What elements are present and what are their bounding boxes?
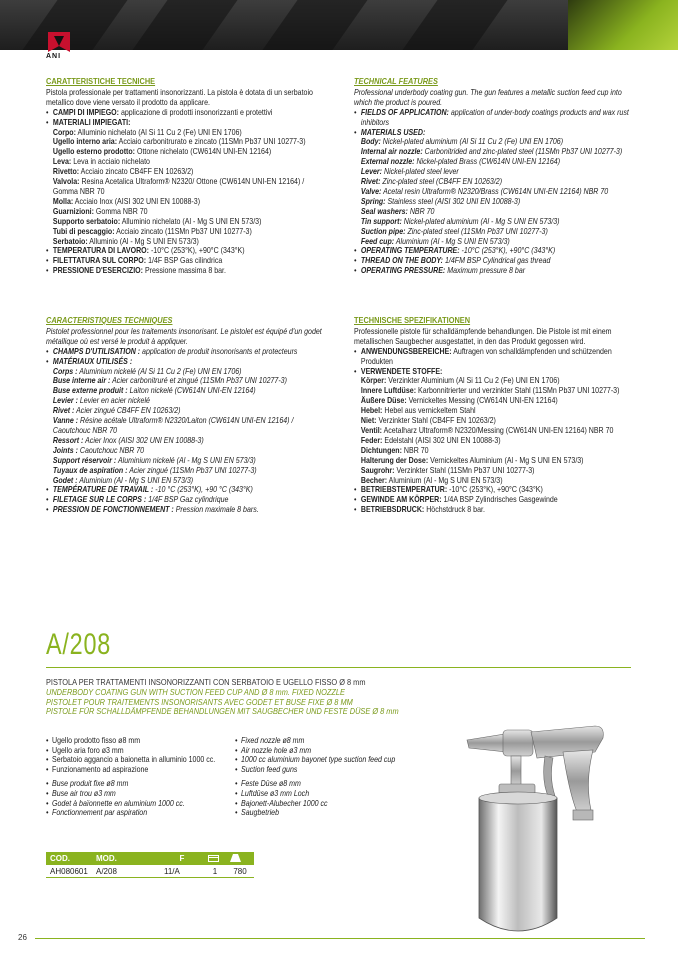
material-item: Halterung der Dose: Vernickeltes Aluminium (Al - Mg S UNI EN 573/3) (360, 455, 584, 465)
spec-item: • PRESSIONE D'ESERCIZIO: Pressione massima 8 bar. (46, 266, 330, 276)
fields-en: • FIELDS OF APPLICATION: application of under-body coatings products and wax rust inhibitors (354, 108, 638, 128)
feature-item: • 1000 cc aluminium bayonet type suction feed cup (235, 755, 433, 765)
material-item: Body: Nickel-plated aluminium (Al Si 11 Cu 2 (Fe) UNI EN 1706) (360, 137, 564, 147)
material-item: Buse externe produit : Laiton nickelé (CW614N UNI-EN 12164) (52, 386, 256, 396)
features-de (235, 779, 433, 817)
section-italian (46, 77, 330, 276)
fields-it: • CAMPI DI IMPIEGO: applicazione di prodotti insonorizzanti e protettivi (46, 108, 330, 118)
materials-en (354, 137, 638, 246)
feature-item: • Buse air trou ø3 mm (46, 789, 261, 799)
table-body (46, 865, 254, 878)
features-it (46, 736, 261, 774)
material-item: Ventil: Acetalharz Ultraform® N2320/Messing (CW614N UNI-EN 12164) NBR 70 (360, 425, 614, 435)
feature-item: • Serbatoio aggancio a baionetta in alluminio 1000 cc. (46, 755, 261, 765)
spray-gun-image (445, 712, 645, 952)
material-item: Innere Luftdüse: Karbonnitrierter und verzinkter Stahl (11SMn Pb37 UNI 10277-3) (360, 386, 620, 396)
feature-item: • Fixed nozzle ø8 mm (235, 736, 433, 746)
feature-item: • Suction feed guns (235, 765, 433, 775)
table-row (46, 865, 254, 878)
material-item: Lever: Nickel-plated steel lever (360, 167, 459, 177)
material-item: Feder: Edelstahl (AISI 302 UNI EN 10088-3) (360, 435, 501, 445)
materials-it (46, 128, 330, 247)
weight-icon (226, 852, 254, 865)
product-titles (46, 678, 399, 717)
table-header (46, 852, 254, 865)
intro-en: Professional underbody coating gun. The gun features a metallic suction feed cup into which the product is poured. (354, 87, 622, 107)
material-item: Becher: Aluminium (Al - Mg S UNI EN 573/3) (360, 475, 503, 485)
box-icon (204, 852, 226, 865)
material-item: Rivet : Acier zingué CB4FF EN 10263/2) (52, 406, 181, 416)
material-item: Molla: Acciaio Inox (AISI 302 UNI EN 10088-3) (52, 196, 201, 206)
material-item: Feed cup: Aluminium (Al - Mg S UNI EN 573/3) (360, 236, 510, 246)
model-title: A/208 (46, 628, 112, 661)
spec-item: • FILETTATURA SUL CORPO: 1/4F BSP Gas cilindrica (46, 256, 330, 266)
feature-item: • Ugello aria foro ø3 mm (46, 746, 261, 756)
material-item: Äußere Düse: Vernickeltes Messing (CW614N UNI-EN 12164) (360, 396, 558, 406)
material-item: Support réservoir : Aluminium nickelé (Al - Mg S UNI EN 573/3) (52, 455, 256, 465)
features-left (46, 736, 261, 823)
materials-label-de: • VERWENDETE STOFFE: (354, 367, 638, 377)
spec-item: • OPERATING TEMPERATURE: -10°C (253°K), +90°C (343°K) (354, 246, 638, 256)
material-item: Hebel: Hebel aus vernickeltem Stahl (360, 406, 476, 416)
material-item: Dichtungen: NBR 70 (360, 445, 429, 455)
feature-item: • Fonctionnement par aspiration (46, 808, 261, 818)
product-table (46, 852, 254, 878)
spec-item: • BETRIEBSTEMPERATUR: -10°C (253°K), +90°C (343°K) (354, 485, 638, 495)
feature-item: • Bajonett-Alubecher 1000 cc (235, 799, 433, 809)
material-item: Godet : Aluminium (Al - Mg S UNI EN 573/3) (52, 475, 194, 485)
features-fr (46, 779, 261, 817)
spec-item: • THREAD ON THE BODY: 1/4FM BSP Cylindrical gas thread (354, 256, 638, 266)
material-item: Saugrohr: Verzinkter Stahl (11SMn Pb37 UNI 10277-3) (360, 465, 535, 475)
specs-de (354, 485, 638, 515)
material-item: Ugello interno aria: Acciaio carbonitrurato e zincato (11SMn Pb37 UNI 10277-3) (52, 137, 306, 147)
material-item: Suction pipe: Zinc-plated steel (11SMn Pb37 UNI 10277-3) (360, 226, 548, 236)
section-english (354, 77, 638, 276)
intro-it: Pistola professionale per trattamenti insonorizzanti. La pistola è dotata di un serbatoio metallico dove viene versato il prodotto da applicare. (46, 87, 313, 107)
footer-rule (35, 938, 645, 939)
material-item: Rivet: Zinc-plated steel (CB4FF EN 10263/2) (360, 177, 503, 187)
table-cell: 780 (226, 865, 254, 878)
material-item: Niet: Verzinkter Stahl (CB4FF EN 10263/2) (360, 416, 496, 426)
specs-fr (46, 485, 330, 515)
spec-item: • FILETAGE SUR LE CORPS : 1/4F BSP Gaz cylindrique (46, 495, 330, 505)
material-item: Joints : Caoutchouc NBR 70 (52, 445, 145, 455)
material-item: Ressort : Acier Inox (AISI 302 UNI EN 10088-3) (52, 435, 204, 445)
material-item: Ugello esterno prodotto: Ottone nichelato (CW614N UNI-EN 12164) (52, 147, 272, 157)
feature-item: • Feste Düse ø8 mm (235, 779, 433, 789)
table-cell: AH080601 (46, 865, 92, 878)
section-french (46, 316, 330, 515)
material-item: Leva: Leva in acciaio nichelato (52, 157, 150, 167)
title-en: UNDERBODY COATING GUN WITH SUCTION FEED CUP AND Ø 8 mm. FIXED NOZZLE (46, 686, 345, 697)
intro-fr: Pistolet professionnel pour les traitements insonorisant. Le pistolet est équipé d'un godet métallique où est versé le produit à appliquer. (46, 326, 322, 346)
heading-en: TECHNICAL FEATURES (354, 76, 438, 86)
title-de: PISTOLE FÜR SCHALLDÄMPFENDE BEHANDLUNGEN MIT SAUGBECHER UND FESTE DÜSE Ø 8 mm (46, 706, 399, 717)
material-item: Spring: Stainless steel (AISI 302 UNI EN 10088-3) (360, 196, 521, 206)
materials-label-fr: • MATÉRIAUX UTILISÉS : (46, 357, 330, 367)
heading-fr: CARACTERISTIQUES TECHNIQUES (46, 315, 173, 325)
spec-item: • OPERATING PRESSURE: Maximum pressure 8 bar (354, 266, 638, 276)
materials-label-en: • MATERIALS USED: (354, 128, 638, 138)
intro-de: Professionelle pistole für schalldämpfende behandlungen. Die Pistole ist mit einem metallischen Saugbecher ausgestattet, in den das Produkt gegossen wird. (354, 326, 612, 346)
material-item: Valve: Acetal resin Ultraform® N2320/Brass (CW614N UNI-EN 12164) NBR 70 (360, 186, 609, 196)
feature-item: • Ugello prodotto fisso ø8 mm (46, 736, 261, 746)
spec-item: • TEMPÉRATURE DE TRAVAIL : -10 °C (253°K), +90 °C (343°K) (46, 485, 330, 495)
material-item: Levier : Levier en acier nickelé (52, 396, 150, 406)
heading-de: TECHNISCHE SPEZIFIKATIONEN (354, 315, 471, 325)
specs-it (46, 246, 330, 276)
material-item: Supporto serbatoio: Alluminio nichelato (Al - Mg S UNI EN 573/3) (52, 216, 262, 226)
feature-item: • Saugbetrieb (235, 808, 433, 818)
spec-item: • PRESSION DE FONCTIONNEMENT : Pression maximale 8 bars. (46, 505, 330, 515)
feature-item: • Funzionamento ad aspirazione (46, 765, 261, 775)
feature-item: • Godet à baïonnette en aluminium 1000 cc. (46, 799, 261, 809)
brand-logo: ANI (46, 32, 72, 62)
material-item: Serbatoio: Alluminio (Al - Mg S UNI EN 573/3) (52, 236, 199, 246)
table-cell: 11/A (160, 865, 204, 878)
features-en (235, 736, 433, 774)
title-fr: PISTOLET POUR TRAITEMENTS INSONORISANTS AVEC GODET ET BUSE FIXE Ø 8 MM (46, 696, 353, 707)
materials-fr (46, 367, 330, 486)
material-item: Buse interne air : Acier carbonitruré et zingué (11SMn Pb37 UNI 10277-3) (52, 376, 287, 386)
materials-label-it: • MATERIALI IMPIEGATI: (46, 118, 330, 128)
material-item: Tin support: Nickel-plated aluminium (Al - Mg S UNI EN 573/3) (360, 216, 560, 226)
feature-item: • Buse produit fixe ø8 mm (46, 779, 261, 789)
col-f: F (160, 852, 204, 865)
title-it: PISTOLA PER TRATTAMENTI INSONORIZZANTI CON SERBATOIO E UGELLO FISSO Ø 8 mm (46, 677, 366, 687)
section-german (354, 316, 638, 515)
heading-it: CARATTERISTICHE TECNICHE (46, 76, 156, 86)
material-item: Corps : Aluminium nickelé (Al Si 11 Cu 2 (Fe) UNI EN 1706) (52, 366, 242, 376)
page-number: 26 (18, 933, 27, 942)
material-item: Valvola: Resina Acetalica Ultraform® N2320/ Ottone (CW614N UNI-EN 12164) / Gomma NBR 70 (52, 177, 305, 196)
col-cod: COD. (46, 852, 92, 865)
table-cell: A/208 (92, 865, 160, 878)
fields-fr: • CHAMPS D'UTILISATION : application de produit insonorisants et protecteurs (46, 347, 330, 357)
material-item: Corpo: Alluminio nichelato (Al Si 11 Cu 2 (Fe) UNI EN 1706) (52, 127, 242, 137)
material-item: Körper: Verzinkter Aluminium (Al Si 11 Cu 2 (Fe) UNI EN 1706) (360, 376, 560, 386)
header-band (0, 0, 678, 50)
material-item: Rivetto: Acciaio zincato CB4FF EN 10263/2) (52, 167, 194, 177)
divider (46, 667, 631, 668)
material-item: Seal washers: NBR 70 (360, 206, 435, 216)
col-mod: MOD. (92, 852, 160, 865)
material-item: Tubi di pescaggio: Acciaio zincato (11SMn Pb37 UNI 10277-3) (52, 226, 252, 236)
feature-item: • Luftdüse ø3 mm Loch (235, 789, 433, 799)
material-item: Internal air nozzle: Carbonitrided and zinc-plated steel (11SMn Pb37 UNI 10277-3) (360, 147, 623, 157)
specs-en (354, 246, 638, 276)
table-cell: 1 (204, 865, 226, 878)
materials-de (354, 376, 638, 485)
material-item: Vanne : Résine acétale Ultraform® N2320/Laiton (CW614N UNI-EN 12164) / Caoutchouc NBR 70 (52, 416, 294, 435)
material-item: External nozzle: Nickel-plated Brass (CW614N UNI-EN 12164) (360, 157, 561, 167)
material-item: Guarnizioni: Gomma NBR 70 (52, 206, 148, 216)
feature-item: • Air nozzle hole ø3 mm (235, 746, 433, 756)
spec-item: • GEWINDE AM KÖRPER: 1/4A BSP Zylindrisches Gasgewinde (354, 495, 638, 505)
spec-item: • TEMPERATURA DI LAVORO: -10°C (253°K), +90°C (343°K) (46, 246, 330, 256)
material-item: Tuyaux de aspiration : Acier zingué (11SMn Pb37 UNI 10277-3) (52, 465, 257, 475)
spec-item: • BETRIEBSDRUCK: Höchstdruck 8 bar. (354, 505, 638, 515)
features-right (235, 736, 433, 823)
fields-de: • ANWENDUNGSBEREICHE: Auftragen von schalldämpfenden und schützenden Produkten (354, 347, 638, 367)
